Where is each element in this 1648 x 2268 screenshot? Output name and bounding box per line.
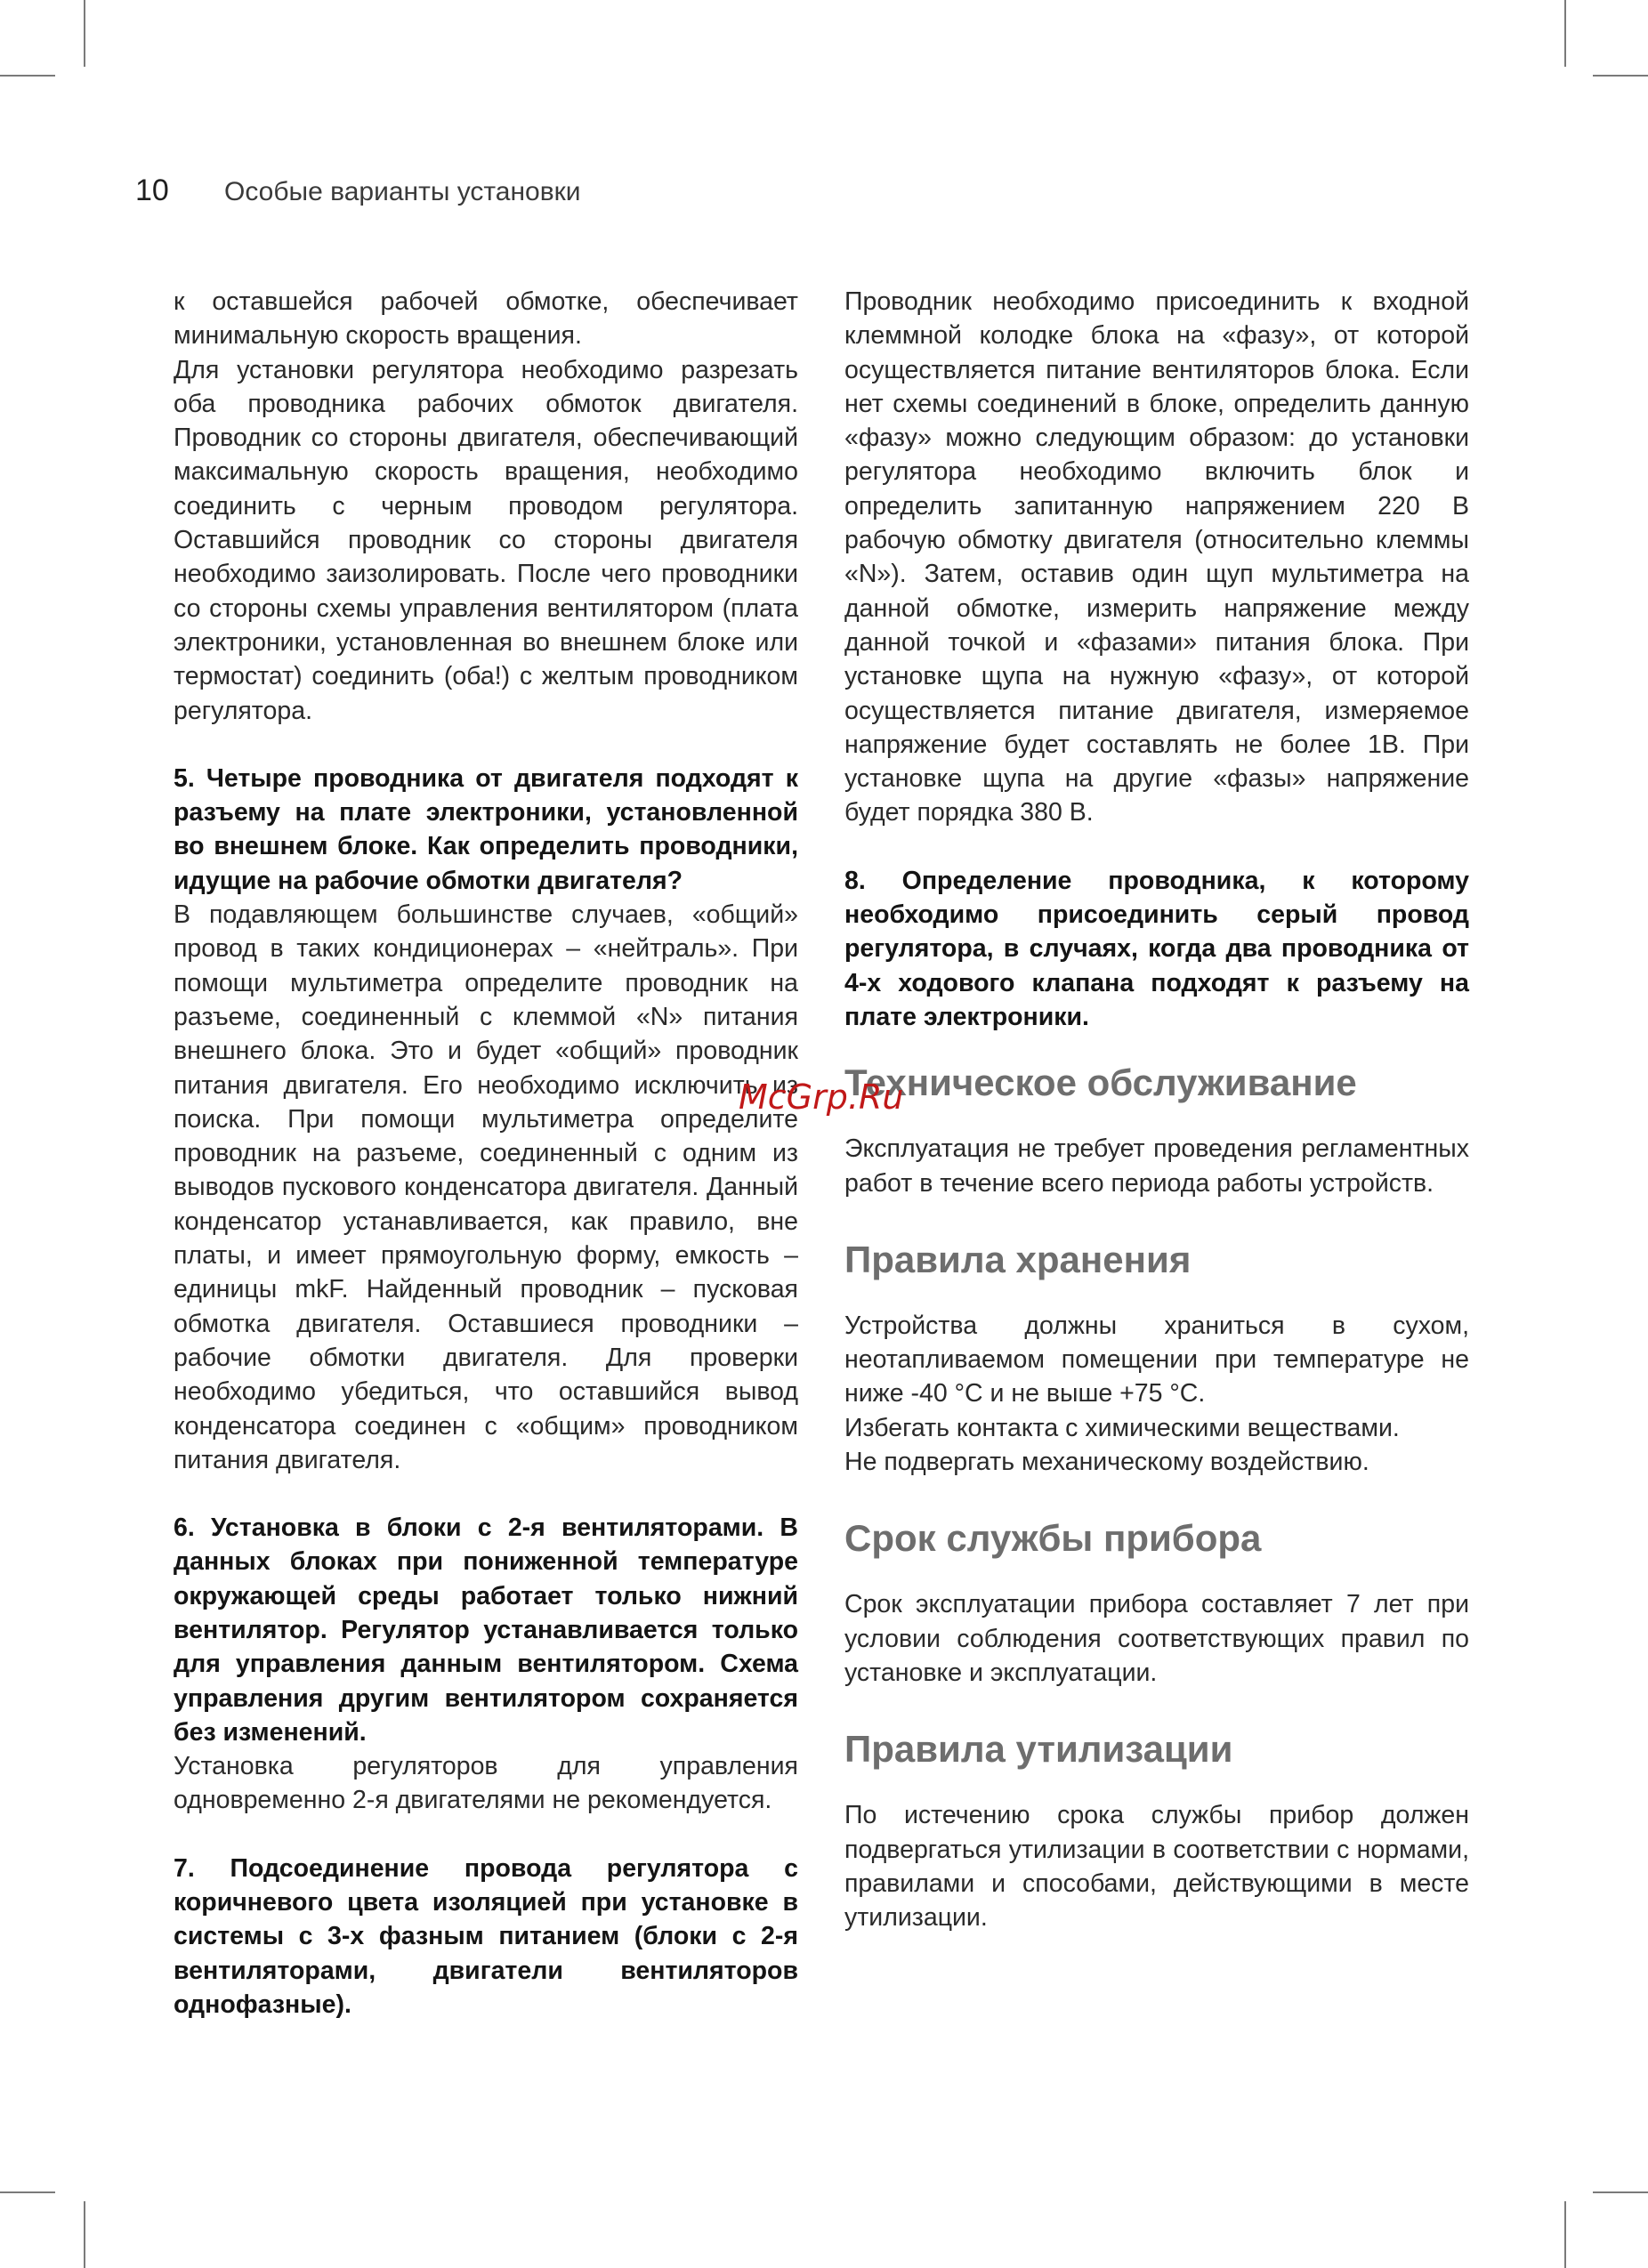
heading-disposal: Правила утилизации bbox=[844, 1728, 1233, 1771]
crop-mark-bottom-left bbox=[84, 2201, 85, 2268]
section-heading-7: 7. Подсоединение провода регулятора с коричневого цвета изоляцией при установке в системы с 3-х фазным питанием (блоки с 2-я вентиляторами, двигатели вентиляторов однофазные). bbox=[174, 1853, 798, 2019]
watermark: McGrp.Ru bbox=[739, 1078, 904, 1117]
crop-mark-right-bottom bbox=[1593, 2191, 1648, 2193]
paragraph-continuation: к оставшейся рабочей обмотке, обеспечивает минимальную скорость вращения. bbox=[174, 287, 798, 351]
heading-maintenance: Техническое обслуживание bbox=[844, 1061, 1357, 1104]
crop-mark-left-bottom bbox=[0, 2191, 55, 2193]
paragraph-section-6: Установка регуляторов для управления одновременно 2-я двигателями не рекомендуется. bbox=[174, 1752, 798, 1815]
crop-mark-bottom-right bbox=[1564, 2201, 1566, 2268]
heading-storage: Правила хранения bbox=[844, 1238, 1192, 1280]
page-number: 10 bbox=[135, 174, 169, 207]
paragraph-disposal: По истечению срока службы прибор должен подвергаться утилизации в соответствии с нормами, правилами и способами, действующими в месте утилизации. bbox=[844, 1801, 1469, 1933]
paragraph-maintenance: Эксплуатация не требует проведения регламентных работ в течение всего периода работы устройств. bbox=[844, 1134, 1469, 1198]
section-heading-6: 6. Установка в блоки с 2-я вентиляторами. В данных блоках при пониженной температуре окружающей среды работает только нижний вентилятор. Регулятор устанавливается только для управления данным вентилятором. Схема управления другим вентилятором сохраняется без изменений. bbox=[174, 1513, 798, 1747]
paragraph-storage-chemicals: Избегать контакта с химическими веществами. bbox=[844, 1413, 1400, 1442]
crop-mark-left-top bbox=[0, 75, 55, 77]
right-column bbox=[844, 285, 1469, 1934]
crop-mark-top-left bbox=[84, 0, 85, 67]
paragraph-storage-conditions: Устройства должны храниться в сухом, неотапливаемом помещении при температуре не ниже -40 °С и не выше +75 °С. bbox=[844, 1311, 1469, 1408]
paragraph-regulator-install: Для установки регулятора необходимо разрезать оба проводника рабочих обмоток двигателя. Проводник со стороны двигателя, обеспечивающий максимальную скорость вращения, необходимо соединить с черным проводом регулятора. Оставшийся проводник со стороны двигателя необходимо заизолировать. После чего проводники со стороны схемы управления вентилятором (плата электроники, установленная во внешнем блоке или термостат) соединить (оба!) с желтым проводником регулятора. bbox=[174, 355, 798, 725]
paragraph-section-7-text: Проводник необходимо присоединить к входной клеммной колодке блока на «фазу», от которой осуществляется питание вентиляторов блока. Если нет схемы соединений в блоке, определить данную «фазу» можно следующим образом: до установки регулятора необходимо включить блок и определить запитанную напряжением 220 В рабочую обмотку двигателя (относительно клеммы «N»). Затем, оставив один щуп мультиметра на данной обмотке, измерить напряжение между данной точкой и «фазами» питания блока. При установке щупа на нужную «фазу», от которой осуществляется питание двигателя, измеряемое напряжение будет составлять не более 1В. При установке щупа на другие «фазы» напряжение будет порядка 380 В. bbox=[844, 287, 1469, 827]
paragraph-storage-mechanical: Не подвергать механическому воздействию. bbox=[844, 1448, 1369, 1477]
running-title: Особые варианты установки bbox=[224, 177, 581, 206]
crop-mark-right-top bbox=[1593, 75, 1648, 77]
section-heading-8: 8. Определение проводника, к которому необходимо присоединить серый провод регулятора, в случаях, когда два проводника от 4-х ходового клапана подходят к разъему на плате электроники. bbox=[844, 866, 1469, 1031]
section-heading-5: 5. Четыре проводника от двигателя подходят к разъему на плате электроники, установленной во внешнем блоке. Как определить проводники, идущие на рабочие обмотки двигателя? bbox=[174, 763, 798, 895]
crop-mark-top-right bbox=[1564, 0, 1566, 67]
paragraph-section-5: В подавляющем большинстве случаев, «общий» провод в таких кондиционерах – «нейтраль». При помощи мультиметра определите проводник на разъеме, соединенный с клеммой «N» питания внешнего блока. Это и будет «общий» проводник питания двигателя. Его необходимо исключить из поиска. При помощи мультиметра определите проводник на разъеме, соединенный с одним из выводов пускового конденсатора двигателя. Данный конденсатор устанавливается, как правило, вне платы, и имеет прямоугольную форму, емкость – единицы mkF. Найденный проводник – пусковая обмотка двигателя. Оставшиеся проводники – рабочие обмотки двигателя. Для проверки необходимо убедиться, что оставшийся вывод конденсатора соединен с «общим» проводником питания двигателя. bbox=[174, 900, 798, 1474]
heading-service-life: Срок службы прибора bbox=[844, 1517, 1262, 1560]
left-column bbox=[174, 285, 798, 2022]
paragraph-service-life: Срок эксплуатации прибора составляет 7 лет при условии соблюдения соответствующих правил по установке и эксплуатации. bbox=[844, 1590, 1469, 1687]
